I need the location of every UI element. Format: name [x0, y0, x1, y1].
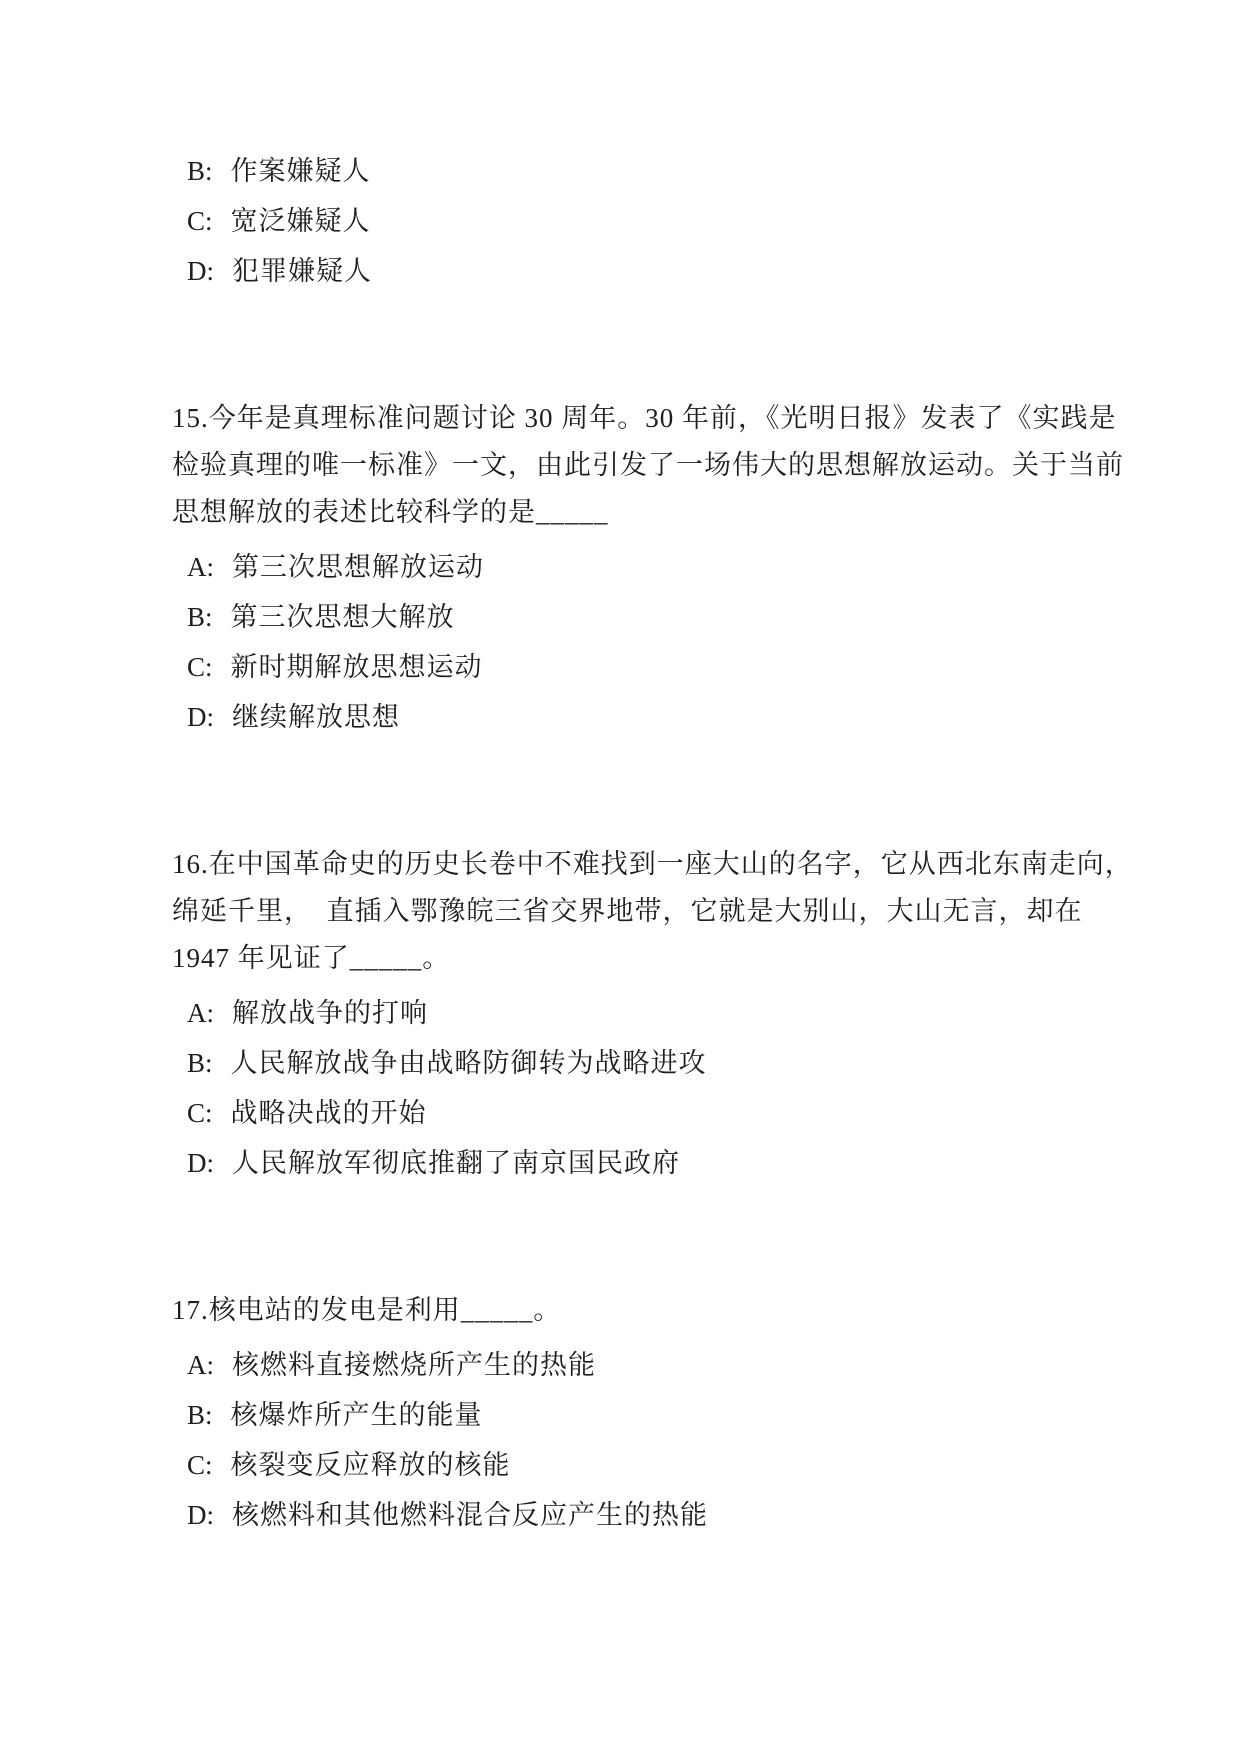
- option-row: [172, 198, 1090, 245]
- option-row: [172, 1492, 1090, 1539]
- question-block-14: [172, 148, 1090, 295]
- option-row: [172, 148, 1090, 195]
- option-label: C:: [187, 1450, 213, 1480]
- option-label: C:: [187, 206, 213, 236]
- option-row: [172, 1342, 1090, 1389]
- option-text: 战略决战的开始: [230, 1098, 427, 1128]
- option-text: 人民解放战争由战略防御转为战略进攻: [230, 1048, 707, 1078]
- option-text: 第三次思想解放运动: [232, 552, 484, 582]
- option-text: 新时期解放思想运动: [230, 652, 483, 682]
- option-label: D:: [187, 702, 214, 732]
- stem-line: 17.核电站的发电是利用_____。: [172, 1295, 562, 1325]
- option-label: C:: [187, 1098, 213, 1128]
- option-row: [172, 694, 1090, 741]
- option-label: B:: [187, 156, 213, 186]
- option-label: A:: [187, 998, 214, 1028]
- options-list: [172, 1342, 1090, 1539]
- question-stem: [172, 395, 1124, 536]
- option-label: B:: [187, 1400, 213, 1430]
- option-text: 第三次思想大解放: [230, 602, 455, 632]
- options-list: [172, 148, 1090, 295]
- option-text: 作案嫌疑人: [230, 156, 371, 186]
- option-label: C:: [187, 652, 213, 682]
- stem-line: 16.在中国革命史的历史长卷中不难找到一座大山的名字，它从西北东南走向，: [172, 849, 1133, 879]
- option-row: [172, 1442, 1090, 1489]
- option-label: D:: [187, 1148, 214, 1178]
- option-row: [172, 1140, 1090, 1187]
- option-row: [172, 990, 1090, 1037]
- option-row: [172, 248, 1090, 295]
- option-row: [172, 1392, 1090, 1439]
- option-text: 继续解放思想: [232, 702, 400, 732]
- option-text: 核裂变反应释放的核能: [230, 1450, 511, 1480]
- option-label: B:: [187, 1048, 213, 1078]
- question-stem: [172, 841, 1133, 982]
- option-text: 解放战争的打响: [232, 998, 428, 1028]
- option-text: 犯罪嫌疑人: [232, 256, 372, 286]
- option-row: [172, 1040, 1090, 1087]
- option-row: [172, 594, 1090, 641]
- option-label: A:: [187, 1350, 214, 1380]
- option-row: [172, 644, 1090, 691]
- option-text: 人民解放军彻底推翻了南京国民政府: [232, 1148, 680, 1178]
- question-block-16: [172, 841, 1133, 1187]
- option-text: 宽泛嫌疑人: [230, 206, 371, 236]
- stem-line: 15.今年是真理标准问题讨论 30 周年。30 年前，《光明日报》发表了《实践是: [172, 403, 1117, 433]
- option-label: B:: [187, 602, 213, 632]
- option-label: D:: [187, 1500, 214, 1530]
- stem-line: 检验真理的唯一标准》一文，由此引发了一场伟大的思想解放运动。关于当前: [172, 450, 1124, 480]
- stem-line: 思想解放的表述比较科学的是_____: [172, 497, 609, 527]
- option-label: D:: [187, 256, 214, 286]
- options-list: [172, 544, 1090, 741]
- option-row: [172, 544, 1090, 591]
- option-text: 核燃料直接燃烧所产生的热能: [232, 1350, 596, 1380]
- question-block-15: [172, 395, 1124, 741]
- options-list: [172, 990, 1090, 1187]
- option-row: [172, 1090, 1090, 1137]
- stem-line: 绵延千里， 直插入鄂豫皖三省交界地带，它就是大别山，大山无言，却在: [172, 896, 1083, 926]
- stem-line: 1947 年见证了_____。: [172, 943, 451, 973]
- option-text: 核燃料和其他燃料混合反应产生的热能: [232, 1500, 708, 1530]
- option-text: 核爆炸所产生的能量: [230, 1400, 483, 1430]
- question-stem: [172, 1287, 1090, 1334]
- question-block-17: [172, 1287, 1090, 1539]
- option-label: A:: [187, 552, 214, 582]
